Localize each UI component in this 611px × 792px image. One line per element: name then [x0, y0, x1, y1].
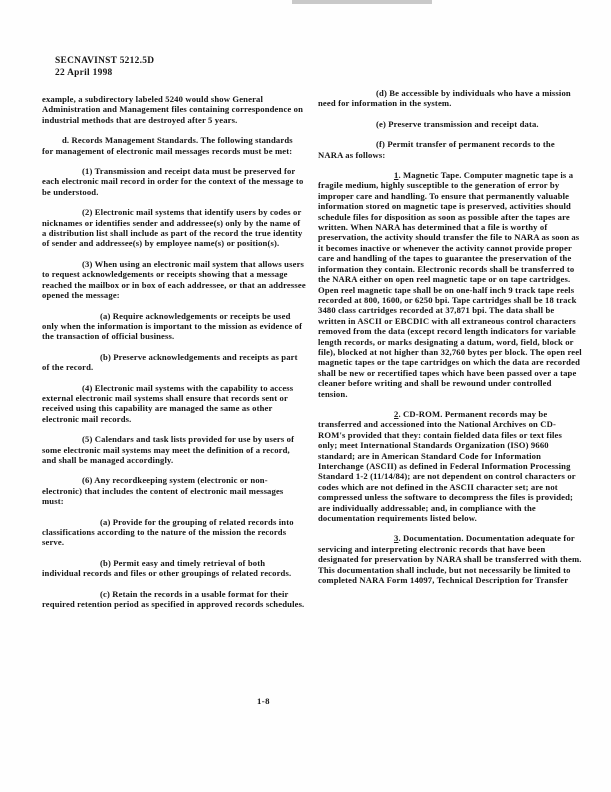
- page-number: 1-8: [257, 696, 270, 706]
- paragraph-text: (a) Provide for the grouping of related records into classifications according to the nature of the mission the records serve.: [42, 516, 294, 548]
- paragraph-text: (5) Calendars and task lists provided for use by users of some electronic mail systems may meet the definition of a record, and shall be managed accordingly.: [42, 434, 295, 465]
- paragraph: [318, 533, 582, 585]
- paragraph-text: . Magnetic Tape. Computer magnetic tape is a fragile medium, highly susceptible to the generation of error by improper care and handling. To ensure that permanently valuable information stored on magnetic tape is preserved, activities should schedule files for disposition as soon as possible after the tapes are written. When NARA has determined that a file is worthy of preservation, the activity should transfer the file to NARA as soon as it becomes inactive or whenever the activity cannot provide proper care and handling of the tapes to guarantee the preservation of the information they contain. Electronic records shall be transferred to the NARA either on open reel magnetic tape or on tape cartridges. Open reel magnetic tape shall be on one-half inch 9 track tape reels recorded at 800, 1600, or 6250 bpi. Tape cartridges shall be 18 track 3480 class cartridges recorded at 37,871 bpi. The data shall be written in ASCII or EBCDIC with all extraneous control characters removed from the data (except record length indicators for variable length records, or marks designating a datum, word, field, block or file), blocked at not higher than 32,760 bytes per block. The open reel magnetic tapes or the tape cartridges on which the data are recorded shall be new or recertified tapes which have been passed over a tape cleaner before writing and shall be rewound under controlled tension.: [318, 170, 582, 399]
- paragraph: [42, 383, 306, 425]
- subparagraph-number: 1: [394, 170, 399, 181]
- header-directive-number: SECNAVINST 5212.5D: [55, 56, 155, 66]
- paragraph-text: (c) Retain the records in a usable format for their required retention period as specified in approved records schedules.: [42, 588, 305, 610]
- paragraph-text: (4) Electronic mail systems with the capability to access external electronic mail systems shall ensure that records sent or received using this capability are managed the same as other electronic mail records.: [42, 382, 294, 424]
- right-column: [318, 88, 582, 595]
- paragraph: [42, 94, 306, 125]
- paragraph: [318, 409, 582, 523]
- subparagraph-number: 3: [394, 533, 399, 544]
- scan-artifact-bar: [292, 0, 432, 4]
- paragraph: [42, 517, 306, 548]
- paragraph-text: (2) Electronic mail systems that identify users by codes or nicknames or identifies sender and addressee(s) only by the name of a distribution list shall include as part of the record the true identity of sender and addressee(s) by employee name(s) or position(s).: [42, 207, 303, 249]
- subparagraph-number: 2: [394, 408, 399, 419]
- paragraph: [42, 135, 306, 156]
- left-column: [42, 94, 306, 619]
- paragraph: [42, 434, 306, 465]
- paragraph-text: . Documentation. Documentation adequate for servicing and interpreting electronic records that have been designated for preservation by NARA shall be transferred with them. This documentation shall include, but not necessarily be limited to completed NARA Form 14097, Technical Description for Transfer: [318, 533, 582, 586]
- paragraph: [42, 166, 306, 197]
- paragraph-text: (a) Require acknowledgements or receipts be used only when the information is important to the mission as evidence of the transaction of official business.: [42, 310, 303, 342]
- paragraph: [318, 139, 582, 160]
- paragraph-text: (f) Permit transfer of permanent records to the NARA as follows:: [318, 139, 555, 160]
- header-date: 22 April 1998: [55, 67, 113, 78]
- paragraph: [42, 207, 306, 249]
- paragraph: [42, 475, 306, 506]
- paragraph: [318, 119, 582, 129]
- paragraph-text: (d) Be accessible by individuals who have a mission need for information in the system.: [318, 88, 571, 109]
- paragraph: [318, 88, 582, 109]
- document-header: [55, 56, 154, 79]
- paragraph: [42, 259, 306, 301]
- paragraph: [42, 311, 306, 342]
- paragraph: [42, 589, 306, 610]
- paragraph-text: (e) Preserve transmission and receipt data.: [376, 118, 539, 129]
- paragraph-text: (6) Any recordkeeping system (electronic or non-electronic) that includes the content of electronic mail messages must:: [42, 475, 284, 507]
- paragraph-text: example, a subdirectory labeled 5240 would show General Administration and Management files containing correspondence on industrial methods that are destroyed after 5 years.: [42, 94, 304, 125]
- paragraph-text: . CD-ROM. Permanent records may be transferred and accessioned into the National Archives on CD-ROM's provided that they: contain fielded data files or text files only; meet International Standards Organization (ISO) 9660 standard; are in American Standard Code for Information Interchange (ASCII) as defined in Federal Information Processing Standard 1-2 (11/14/84); are not dependent on control characters or codes which are not defined in the ASCII character set; are not compressed unless the software to decompress the files is provided; are individually addressable; and, in compliance with the documentation requirements listed below.: [318, 408, 576, 524]
- paragraph: [318, 170, 582, 399]
- paragraph-text: (b) Preserve acknowledgements and receipts as part of the record.: [42, 351, 298, 373]
- paragraph-text: d. Records Management Standards. The following standards for management of electronic mail messages records must be met:: [42, 135, 293, 156]
- paragraph-text: (b) Permit easy and timely retrieval of both individual records and files or other groupings of related records.: [42, 557, 292, 579]
- paragraph-text: (3) When using an electronic mail system that allows users to request acknowledgements or receipts showing that a message reached the mailbox or in box of each addressee, or that an addressee opened the message:: [42, 258, 306, 301]
- paragraph: [42, 352, 306, 373]
- paragraph: [42, 558, 306, 579]
- paragraph-text: (1) Transmission and receipt data must be preserved for each electronic mail record in order for the context of the message to be understood.: [42, 166, 304, 197]
